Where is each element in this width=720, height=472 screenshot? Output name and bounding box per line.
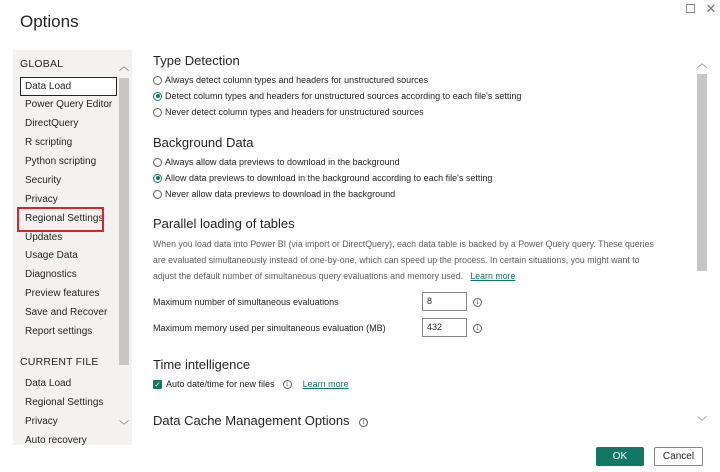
radio-selected-icon[interactable] <box>153 92 162 101</box>
radio-icon[interactable] <box>153 76 162 85</box>
radio-icon[interactable] <box>153 190 162 199</box>
sidebar-item-file-data-load[interactable]: Data Load <box>25 378 72 389</box>
radio-icon[interactable] <box>153 158 162 167</box>
radio-icon[interactable] <box>153 108 162 117</box>
option-label: Never allow data previews to download in the background <box>165 189 396 199</box>
checkbox-label: Auto date/time for new files <box>166 379 275 389</box>
sidebar-item-security[interactable]: Security <box>25 175 62 186</box>
type-detection-heading: Type Detection <box>153 53 240 68</box>
sidebar-item-file-privacy[interactable]: Privacy <box>25 416 58 427</box>
current-file-section-label: CURRENT FILE <box>20 356 99 368</box>
learn-more-link[interactable]: Learn more <box>302 379 349 389</box>
parallel-loading-description <box>153 236 663 284</box>
sidebar-scroll-up-icon[interactable]: ︿ <box>119 62 129 73</box>
type-detection-option-always[interactable] <box>153 75 428 85</box>
background-data-heading: Background Data <box>153 135 254 150</box>
sidebar-item-preview-features[interactable]: Preview features <box>25 288 100 299</box>
sidebar-item-power-query-editor[interactable]: Power Query Editor <box>25 99 113 110</box>
sidebar-item-r-scripting[interactable]: R scripting <box>25 137 73 148</box>
sidebar-item-file-auto-recovery[interactable]: Auto recovery <box>25 435 87 445</box>
learn-more-link[interactable]: Learn more <box>470 271 516 281</box>
sidebar-item-privacy[interactable]: Privacy <box>25 194 58 205</box>
option-label: Detect column types and headers for unstructured sources according to each file's setting <box>165 91 522 101</box>
sidebar-item-file-regional-settings[interactable]: Regional Settings <box>25 397 104 408</box>
time-intelligence-heading: Time intelligence <box>153 357 251 372</box>
type-detection-option-never[interactable] <box>153 107 424 117</box>
description-text: When you load data into Power BI (via import or DirectQuery), each data table is backed by a Power Query query. These queries are evaluated simultaneously instead of one-by-one, which can speed up the process. In certain situations, you might want to adjust the default number of simultaneous query evaluations and memory used. <box>153 239 654 281</box>
checkbox-checked-icon[interactable]: ✓ <box>154 379 161 389</box>
parallel-loading-heading: Parallel loading of tables <box>153 216 295 231</box>
options-content <box>140 48 695 433</box>
options-sidebar <box>13 50 132 445</box>
data-cache-heading-text: Data Cache Management Options <box>153 413 350 428</box>
info-icon[interactable]: i <box>359 418 368 427</box>
option-label: Never detect column types and headers for unstructured sources <box>165 107 424 117</box>
type-detection-option-per-file[interactable] <box>153 91 521 101</box>
info-icon[interactable]: i <box>473 324 482 333</box>
sidebar-item-diagnostics[interactable]: Diagnostics <box>25 269 77 280</box>
option-label: Always detect column types and headers for unstructured sources <box>165 75 429 85</box>
sidebar-item-updates[interactable]: Updates <box>25 232 63 243</box>
sidebar-item-python-scripting[interactable]: Python scripting <box>25 156 97 167</box>
cancel-button[interactable]: Cancel <box>654 447 703 466</box>
sidebar-item-data-load[interactable]: Data Load <box>20 77 117 96</box>
option-label: Always allow data previews to download in the background <box>165 157 400 167</box>
background-data-option-per-file[interactable] <box>153 173 492 183</box>
sidebar-item-save-and-recover[interactable]: Save and Recover <box>25 307 108 318</box>
sidebar-item-directquery[interactable]: DirectQuery <box>25 118 79 129</box>
background-data-option-always[interactable] <box>153 157 400 167</box>
option-label: Allow data previews to download in the background according to each file's setting <box>165 173 493 183</box>
auto-date-time-checkbox-row[interactable] <box>153 379 349 389</box>
max-evaluations-label: Maximum number of simultaneous evaluations <box>153 297 339 307</box>
max-evaluations-input[interactable]: 8 <box>422 292 467 311</box>
content-scrollbar-thumb[interactable] <box>697 74 707 271</box>
global-section-label: GLOBAL <box>20 58 64 70</box>
content-scroll-up-icon[interactable]: ︿ <box>697 59 707 70</box>
sidebar-item-usage-data[interactable]: Usage Data <box>25 250 78 261</box>
max-memory-input[interactable]: 432 <box>422 318 467 337</box>
ok-button[interactable]: OK <box>596 447 644 466</box>
sidebar-scroll-down-icon[interactable]: ﹀ <box>119 421 129 432</box>
radio-selected-icon[interactable] <box>153 174 162 183</box>
sidebar-item-report-settings[interactable]: Report settings <box>25 326 93 337</box>
max-memory-label: Maximum memory used per simultaneous evaluation (MB) <box>153 323 386 333</box>
background-data-option-never[interactable] <box>153 189 395 199</box>
close-icon[interactable]: ✕ <box>705 1 717 16</box>
info-icon[interactable]: i <box>473 298 482 307</box>
dialog-title: Options <box>20 12 79 31</box>
sidebar-scrollbar-thumb[interactable] <box>119 78 129 365</box>
data-cache-heading <box>153 413 368 428</box>
info-icon[interactable]: i <box>283 380 292 389</box>
content-scroll-down-icon[interactable]: ﹀ <box>697 417 707 428</box>
maximize-icon[interactable] <box>683 2 697 16</box>
sidebar-item-regional-settings[interactable]: Regional Settings <box>20 210 101 229</box>
